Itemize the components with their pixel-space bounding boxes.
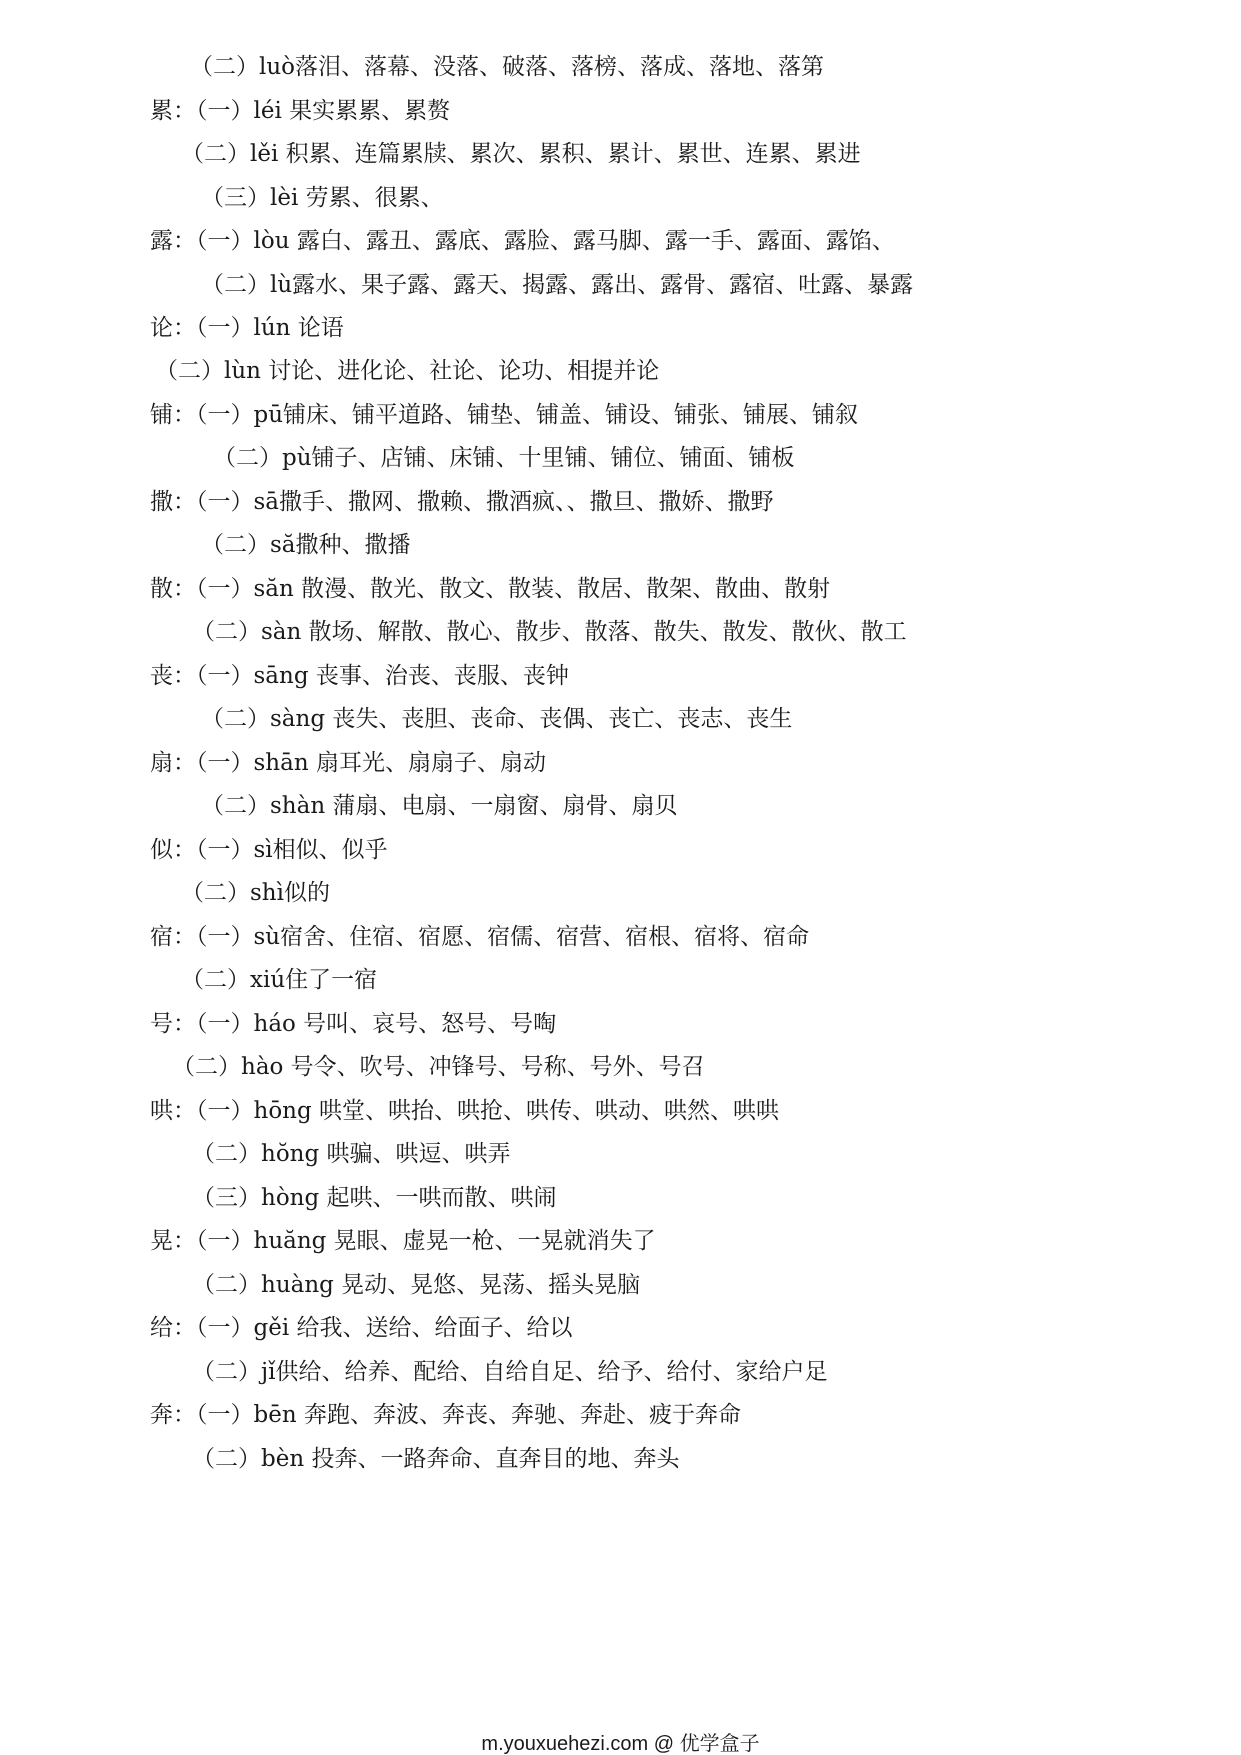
- entry-gei-reading-2: （二）jǐ供给、给养、配给、自给自足、给予、给付、家给户足: [192, 1359, 828, 1385]
- entry-san-reading-1: 散：（一）săn 散漫、散光、散文、散装、散居、散架、散曲、散射: [150, 576, 831, 602]
- entry-pu-reading-1: 铺：（一）pū铺床、铺平道路、铺垫、铺盖、铺设、铺张、铺展、铺叙: [150, 402, 859, 428]
- entry-ben-reading-2: （二）bèn 投奔、一路奔命、直奔目的地、奔头: [192, 1446, 680, 1472]
- entry-pu-reading-2: （二）pù铺子、店铺、床铺、十里铺、铺位、铺面、铺板: [213, 445, 795, 471]
- entry-hao-reading-2: （二）hào 号令、吹号、冲锋号、号称、号外、号召: [172, 1054, 705, 1080]
- entry-lei-reading-2: （二）lěi 积累、连篇累牍、累次、累积、累计、累世、连累、累进: [181, 141, 861, 167]
- entry-gei-reading-1: 给：（一）gěi 给我、送给、给面子、给以: [150, 1315, 573, 1341]
- entry-su-reading-1: 宿：（一）sù宿舍、住宿、宿愿、宿儒、宿营、宿根、宿将、宿命: [150, 924, 810, 950]
- entry-hong-reading-1: 哄：（一）hōng 哄堂、哄抬、哄抢、哄传、哄动、哄然、哄哄: [150, 1098, 780, 1124]
- footer-watermark: m.youxuehezi.com @ 优学盒子: [481, 1733, 760, 1755]
- entry-lun-reading-2: （二）lùn 讨论、进化论、社论、论功、相提并论: [155, 358, 660, 384]
- entry-ben-reading-1: 奔：（一）bēn 奔跑、奔波、奔丧、奔驰、奔赴、疲于奔命: [150, 1402, 741, 1428]
- entry-huang-reading-2: （二）huàng 晃动、晃悠、晃荡、摇头晃脑: [192, 1272, 641, 1298]
- entry-lun-reading-1: 论：（一）lún 论语: [150, 315, 344, 341]
- entry-si-reading-2: （二）shì似的: [181, 880, 330, 906]
- entry-hong-reading-2: （二）hŏng 哄骗、哄逗、哄弄: [192, 1141, 511, 1167]
- entry-lei-reading-1: 累：（一）léi 果实累累、累赘: [150, 98, 451, 124]
- entry-su-reading-2: （二）xiú住了一宿: [181, 967, 378, 993]
- entry-sa-reading-1: 撒：（一）sā撒手、撒网、撒赖、撒酒疯、、撒旦、撒娇、撒野: [150, 489, 774, 515]
- entry-sa-reading-2: （二）să撒种、撒播: [201, 532, 411, 558]
- entry-shan-reading-1: 扇：（一）shān 扇耳光、扇扇子、扇动: [150, 750, 546, 776]
- entry-hao-reading-1: 号：（一）háo 号叫、哀号、怒号、号啕: [150, 1011, 557, 1037]
- entry-si-reading-1: 似：（一）sì相似、似乎: [150, 837, 388, 863]
- entry-hong-reading-3: （三）hòng 起哄、一哄而散、哄闹: [192, 1185, 557, 1211]
- entry-shan-reading-2: （二）shàn 蒲扇、电扇、一扇窗、扇骨、扇贝: [201, 793, 678, 819]
- entry-san-reading-2: （二）sàn 散场、解散、散心、散步、散落、散失、散发、散伙、散工: [192, 619, 907, 645]
- entry-lei-reading-3: （三）lèi 劳累、很累、: [201, 185, 444, 211]
- entry-lu-reading-1: 露：（一）lòu 露白、露丑、露底、露脸、露马脚、露一手、露面、露馅、: [150, 228, 895, 254]
- entry-sang-reading-1: 丧：（一）sāng 丧事、治丧、丧服、丧钟: [150, 663, 569, 689]
- entry-huang-reading-1: 晃：（一）huăng 晃眼、虚晃一枪、一晃就消失了: [150, 1228, 656, 1254]
- entry-luo-reading-2: （二）luò落泪、落幕、没落、破落、落榜、落成、落地、落第: [190, 54, 825, 80]
- entry-lu-reading-2: （二）lù露水、果子露、露天、揭露、露出、露骨、露宿、吐露、暴露: [201, 272, 914, 298]
- entry-sang-reading-2: （二）sàng 丧失、丧胆、丧命、丧偶、丧亡、丧志、丧生: [201, 706, 793, 732]
